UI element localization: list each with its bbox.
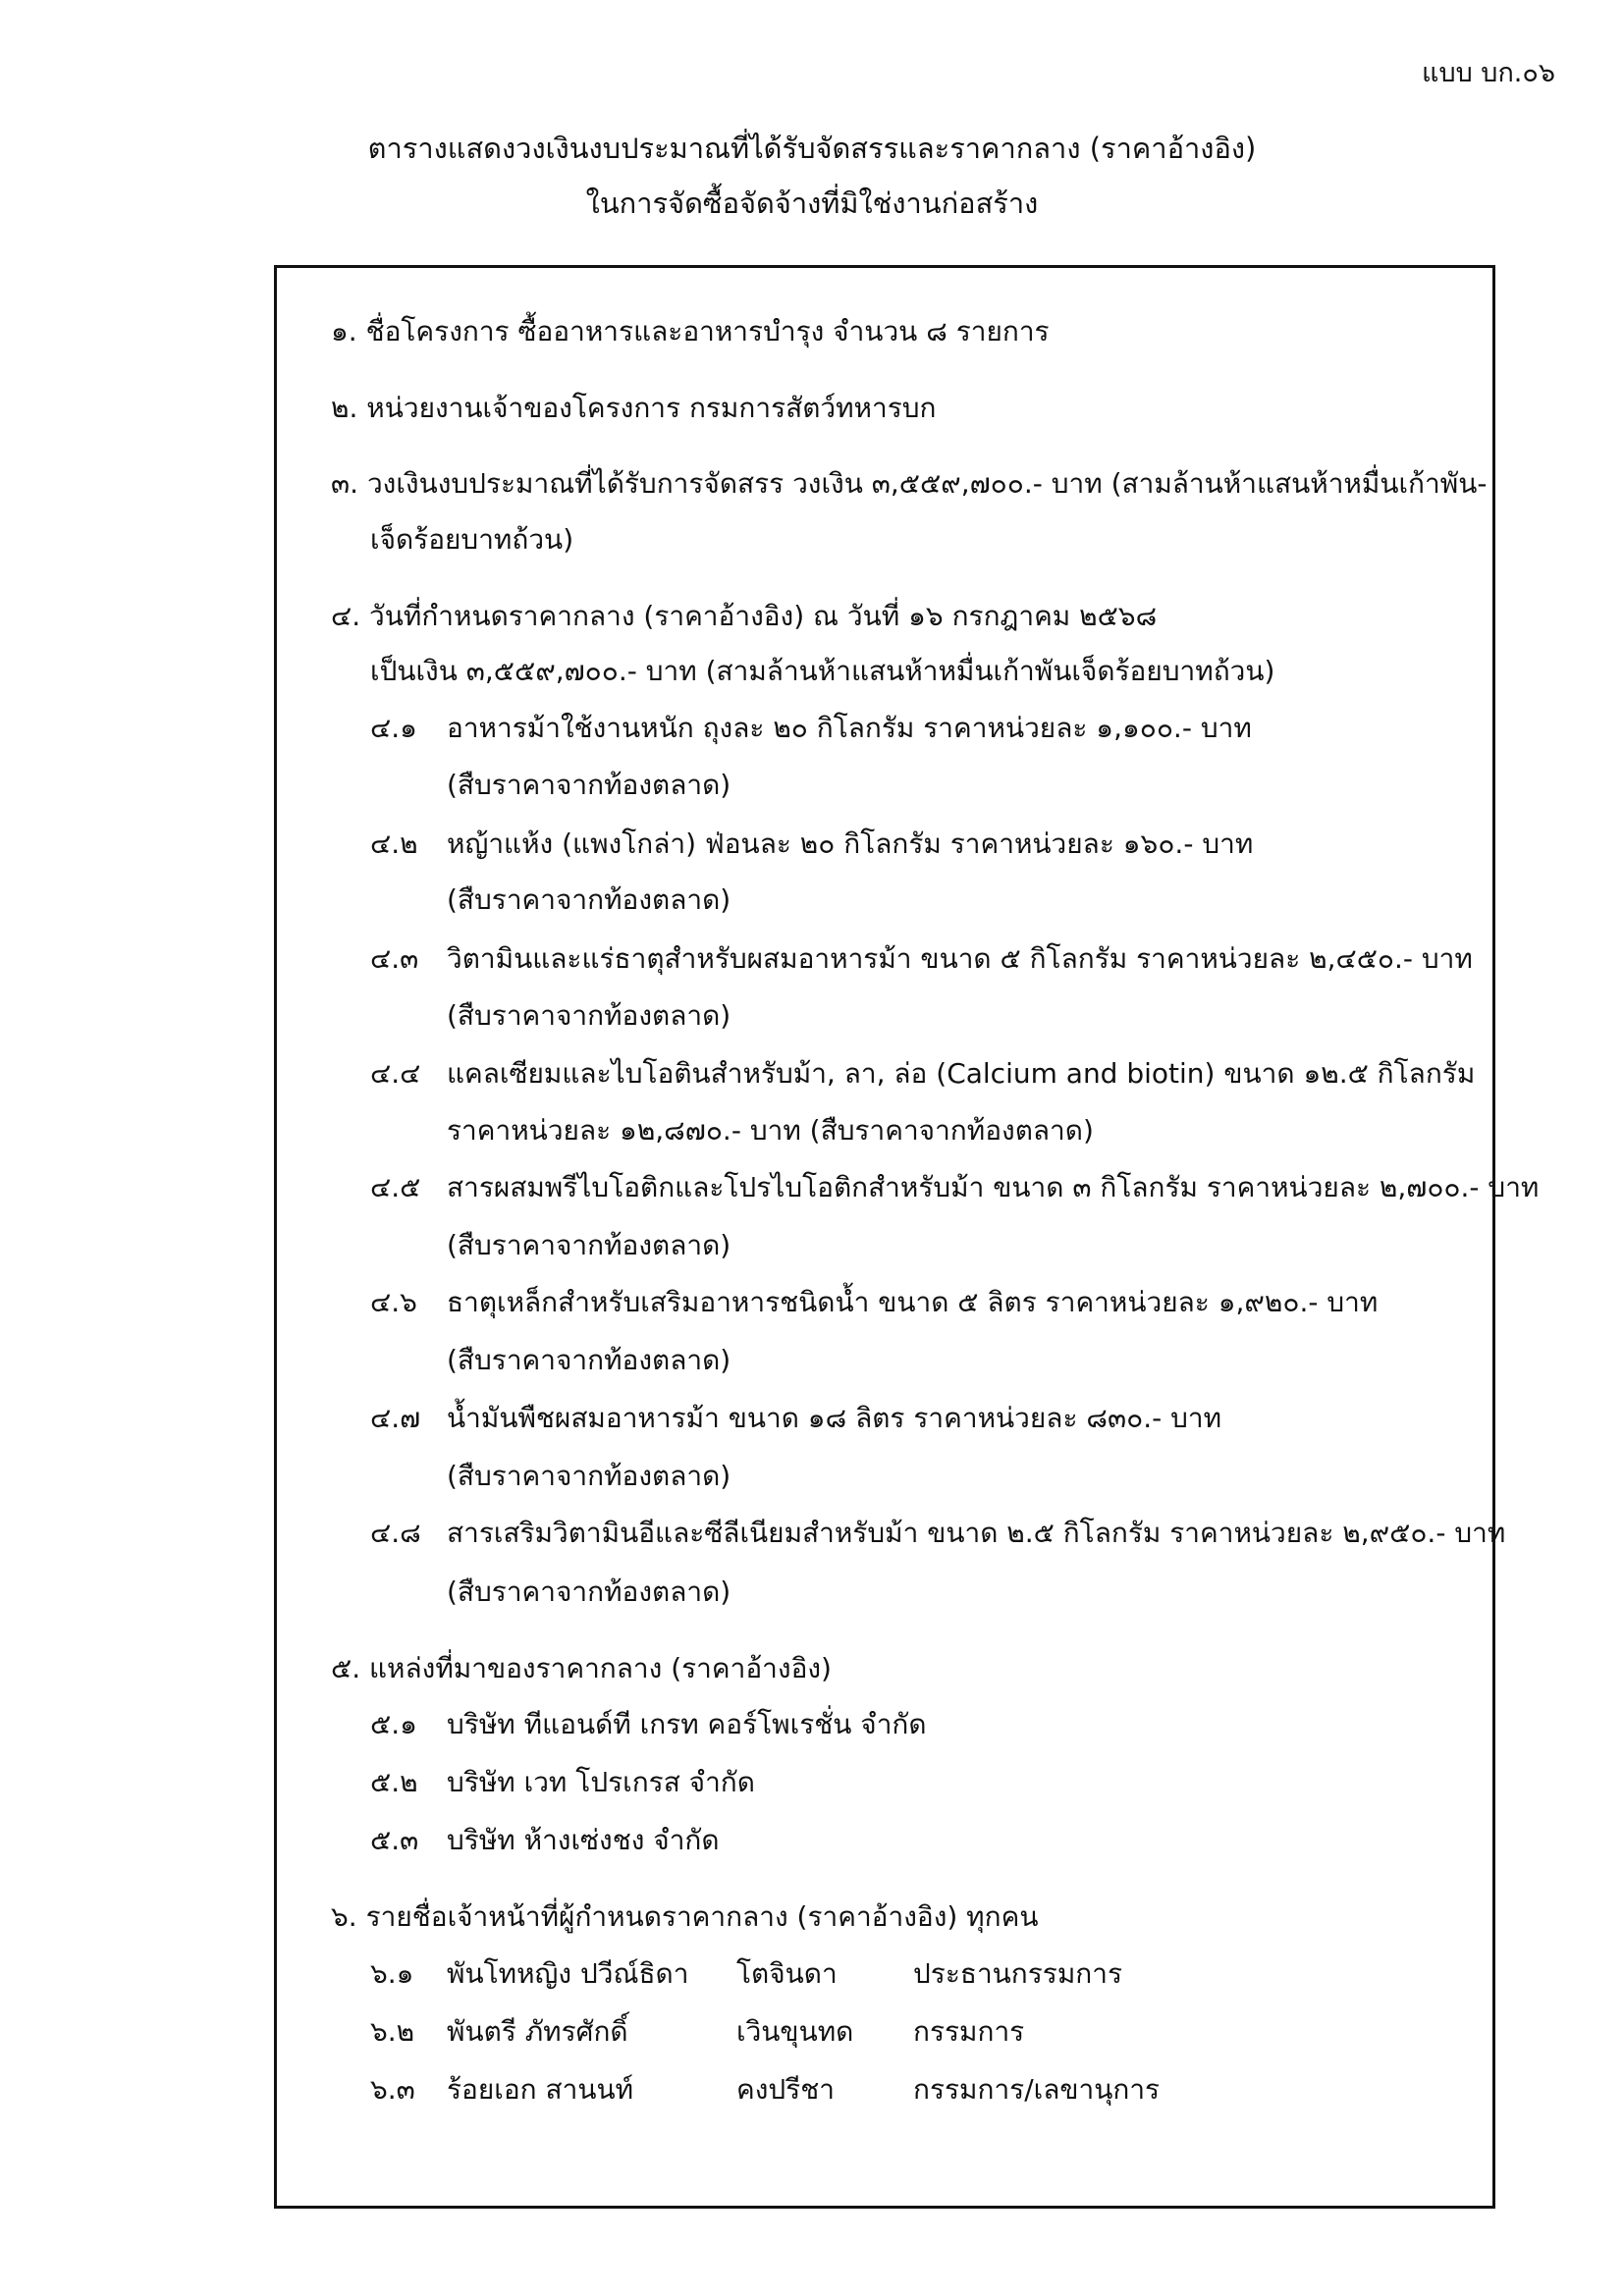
item-number: ๔.๑	[370, 712, 417, 744]
item-source: (สืบราคาจากท้องตลาด)	[447, 999, 731, 1032]
member-number: ๖.๒	[370, 2015, 415, 2048]
document-subtitle: ในการจัดซื้อจัดจ้างที่มิใช่งานก่อสร้าง	[585, 187, 1039, 220]
item-description: ธาตุเหล็กสำหรับเสริมอาหารชนิดน้ำ ขนาด ๕ ลิตร ราคาหน่วยละ ๑,๙๒๐.- บาท	[447, 1286, 1379, 1318]
item-source: (สืบราคาจากท้องตลาด)	[447, 1460, 731, 1492]
item-description: น้ำมันพืชผสมอาหารม้า ขนาด ๑๘ ลิตร ราคาหน่วยละ ๘๓๐.- บาท	[447, 1402, 1222, 1434]
item-description: สารผสมพรีไบโอติกและโปรไบโอติกสำหรับม้า ขนาด ๓ กิโลกรัม ราคาหน่วยละ ๒,๗๐๐.- บาท	[447, 1171, 1540, 1203]
item-source: (สืบราคาจากท้องตลาด)	[447, 883, 731, 916]
member-number: ๖.๑	[370, 1957, 414, 1990]
item-number: ๔.๕	[370, 1171, 421, 1203]
item-source: (สืบราคาจากท้องตลาด)	[447, 1344, 731, 1376]
source-company: บริษัท เวท โปรเกรส จำกัด	[447, 1766, 755, 1798]
source-number: ๕.๓	[370, 1824, 419, 1856]
item-description: สารเสริมวิตามินอีและซีลีเนียมสำหรับม้า ขนาด ๒.๕ กิโลกรัม ราคาหน่วยละ ๒,๙๕๐.- บาท	[447, 1517, 1506, 1549]
item-number: ๔.๓	[370, 942, 419, 975]
project-owner: ๒. หน่วยงานเจ้าของโครงการ กรมการสัตว์ทหารบก	[331, 392, 937, 424]
item-description: หญ้าแห้ง (แพงโกล่า) ฟ่อนละ ๒๐ กิโลกรัม ราคาหน่วยละ ๑๖๐.- บาท	[447, 828, 1254, 860]
item-description: อาหารม้าใช้งานหนัก ถุงละ ๒๐ กิโลกรัม ราคาหน่วยละ ๑,๑๐๐.- บาท	[447, 712, 1252, 744]
item-source: (สืบราคาจากท้องตลาด)	[447, 1229, 731, 1261]
item-source: (สืบราคาจากท้องตลาด)	[447, 1575, 731, 1608]
item-number: ๔.๒	[370, 828, 418, 860]
source-company: บริษัท ทีแอนด์ที เกรท คอร์โพเรชั่น จำกัด	[447, 1708, 927, 1740]
member-surname: โตจินดา	[736, 1957, 838, 1990]
budget-line: ๓. วงเงินงบประมาณที่ได้รับการจัดสรร วงเงิน ๓,๕๕๙,๗๐๐.- บาท (สามล้านห้าแสนห้าหมื่นเก้าพัน-	[331, 467, 1488, 500]
member-name: ร้อยเอก สานนท์	[447, 2073, 634, 2106]
price-source-heading: ๕. แหล่งที่มาของราคากลาง (ราคาอ้างอิง)	[331, 1652, 832, 1684]
item-source: (สืบราคาจากท้องตลาด)	[447, 769, 731, 801]
member-name: พันโทหญิง ปวีณ์ธิดา	[447, 1957, 689, 1990]
member-role: ประธานกรรมการ	[913, 1957, 1123, 1990]
source-number: ๕.๒	[370, 1766, 418, 1798]
member-role: กรรมการ/เลขานุการ	[913, 2073, 1161, 2106]
member-role: กรรมการ	[913, 2015, 1025, 2048]
member-surname: คงปรีชา	[736, 2073, 835, 2106]
item-source: ราคาหน่วยละ ๑๒,๘๗๐.- บาท (สืบราคาจากท้องตลาด)	[447, 1114, 1094, 1147]
source-number: ๕.๑	[370, 1708, 417, 1740]
form-code: แบบ บก.๐๖	[1422, 58, 1555, 88]
item-description: วิตามินและแร่ธาตุสำหรับผสมอาหารม้า ขนาด ๕ กิโลกรัม ราคาหน่วยละ ๒,๔๕๐.- บาท	[447, 942, 1473, 975]
officials-heading: ๖. รายชื่อเจ้าหน้าที่ผู้กำหนดราคากลาง (ราคาอ้างอิง) ทุกคน	[331, 1900, 1039, 1933]
item-number: ๔.๘	[370, 1517, 421, 1549]
item-number: ๔.๔	[370, 1057, 421, 1090]
budget-line-cont: เจ็ดร้อยบาทถ้วน)	[370, 523, 574, 556]
source-company: บริษัท ห้างเซ่งชง จำกัด	[447, 1824, 720, 1856]
member-name: พันตรี ภัทรศักดิ์	[447, 2015, 628, 2048]
item-number: ๔.๖	[370, 1286, 417, 1318]
item-description: แคลเซียมและไบโอตินสำหรับม้า, ลา, ล่อ (Calcium and biotin) ขนาด ๑๒.๕ กิโลกรัม	[447, 1057, 1476, 1090]
item-number: ๔.๗	[370, 1402, 421, 1434]
reference-total: เป็นเงิน ๓,๕๕๙,๗๐๐.- บาท (สามล้านห้าแสนห้าหมื่นเก้าพันเจ็ดร้อยบาทถ้วน)	[370, 655, 1275, 687]
document-title: ตารางแสดงวงเงินงบประมาณที่ได้รับจัดสรรและราคากลาง (ราคาอ้างอิง)	[367, 132, 1257, 165]
member-number: ๖.๓	[370, 2073, 415, 2106]
member-surname: เวินขุนทด	[736, 2015, 854, 2048]
project-name: ๑. ชื่อโครงการ ซื้ออาหารและอาหารบำรุง จำนวน ๘ รายการ	[331, 315, 1050, 347]
reference-date: ๔. วันที่กำหนดราคากลาง (ราคาอ้างอิง) ณ วันที่ ๑๖ กรกฎาคม ๒๕๖๘	[331, 600, 1158, 632]
